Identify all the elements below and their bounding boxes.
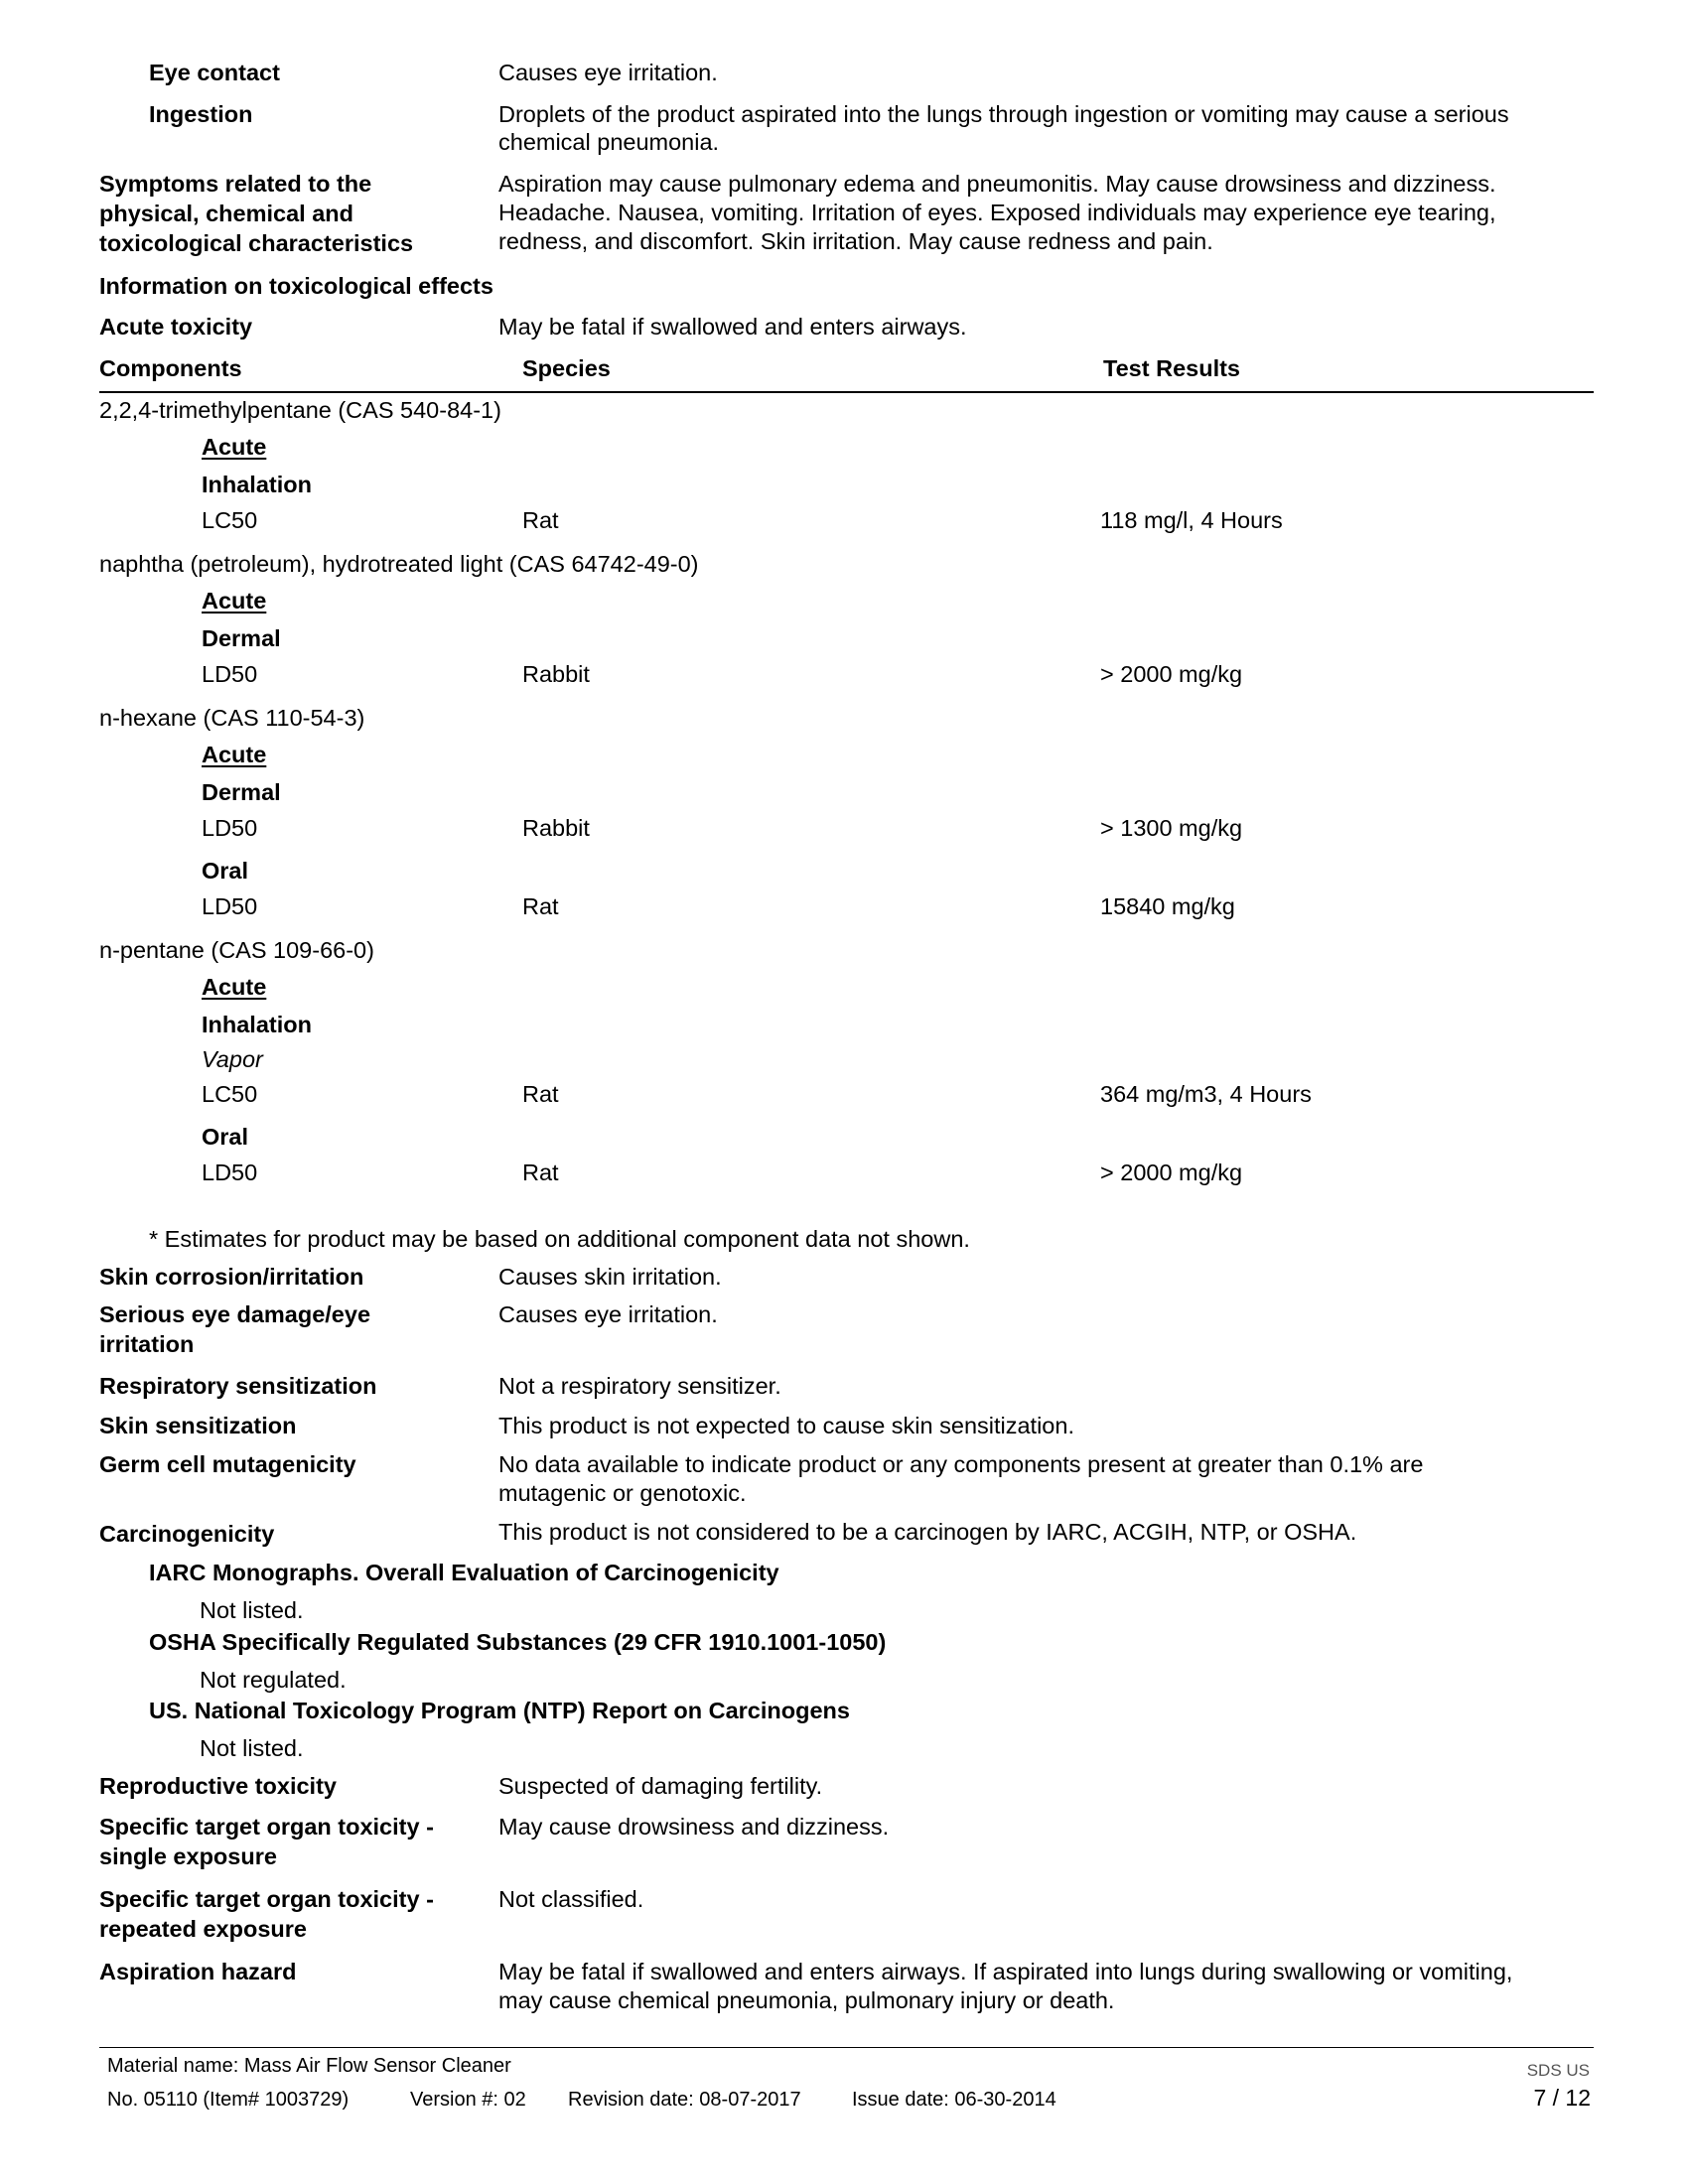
germ-cell-line-1: No data available to indicate product or any components present at greater than 0.1% are xyxy=(498,1451,1424,1477)
carcinogenicity-label: Carcinogenicity xyxy=(99,1521,275,1547)
reproductive-toxicity-label: Reproductive toxicity xyxy=(99,1773,337,1799)
eye-damage-text: Causes eye irritation. xyxy=(498,1301,718,1327)
osha-value: Not regulated. xyxy=(200,1667,347,1693)
symptoms-label-1: Symptoms related to the xyxy=(99,171,372,197)
component-name: 2,2,4-trimethylpentane (CAS 540-84-1) xyxy=(99,397,501,423)
ntp-value: Not listed. xyxy=(200,1735,304,1761)
test-type: LD50 xyxy=(202,1160,258,1185)
eye-damage-label-2: irritation xyxy=(99,1331,195,1357)
symptoms-line-2: Headache. Nausea, vomiting. Irritation of eyes. Exposed individuals may experience eye tearing, xyxy=(498,200,1496,225)
aspiration-hazard-label: Aspiration hazard xyxy=(99,1959,297,1984)
sds-region: SDS US xyxy=(1526,2061,1590,2080)
skin-corrosion-label: Skin corrosion/irritation xyxy=(99,1264,364,1290)
test-result: 118 mg/l, 4 Hours xyxy=(1100,507,1283,533)
respiratory-sensitization-text: Not a respiratory sensitizer. xyxy=(498,1373,781,1399)
aspiration-hazard-line-1: May be fatal if swallowed and enters airways. If aspirated into lungs during swallowing or vomiting, xyxy=(498,1959,1513,1984)
acute-subheading: Acute xyxy=(202,742,267,767)
respiratory-sensitization-label: Respiratory sensitization xyxy=(99,1373,377,1399)
test-result: > 2000 mg/kg xyxy=(1100,1160,1243,1185)
estimates-footnote: * Estimates for product may be based on additional component data not shown. xyxy=(149,1226,970,1252)
test-type: LD50 xyxy=(202,661,258,687)
components-header: Components xyxy=(99,355,242,381)
test-result: > 1300 mg/kg xyxy=(1100,815,1243,841)
test-type: LC50 xyxy=(202,1081,258,1107)
skin-sensitization-label: Skin sensitization xyxy=(99,1413,297,1438)
page-number: 7 / 12 xyxy=(1533,2085,1591,2111)
symptoms-label-2: physical, chemical and xyxy=(99,201,353,226)
item-number: No. 05110 (Item# 1003729) xyxy=(107,2089,350,2111)
test-result: 364 mg/m3, 4 Hours xyxy=(1100,1081,1312,1107)
exposure-route: Oral xyxy=(202,1124,249,1150)
symptoms-line-3: redness, and discomfort. Skin irritation. May cause redness and pain. xyxy=(498,228,1213,254)
exposure-route: Inhalation xyxy=(202,472,312,497)
test-type: LD50 xyxy=(202,893,258,919)
exposure-route: Oral xyxy=(202,858,249,884)
species-value: Rabbit xyxy=(522,815,590,841)
skin-corrosion-text: Causes skin irritation. xyxy=(498,1264,722,1290)
iarc-value: Not listed. xyxy=(200,1597,304,1623)
species-value: Rat xyxy=(522,507,559,533)
symptoms-label-3: toxicological characteristics xyxy=(99,230,414,256)
acute-subheading: Acute xyxy=(202,974,267,1000)
reproductive-toxicity-text: Suspected of damaging fertility. xyxy=(498,1773,823,1799)
revision-date: Revision date: 08-07-2017 xyxy=(568,2089,801,2111)
acute-toxicity-text: May be fatal if swallowed and enters airways. xyxy=(498,314,967,340)
exposure-route: Dermal xyxy=(202,779,281,805)
species-value: Rat xyxy=(522,1160,559,1185)
eye-contact-text: Causes eye irritation. xyxy=(498,60,718,85)
stot-repeat-text: Not classified. xyxy=(498,1886,644,1912)
test-results-header: Test Results xyxy=(1103,355,1240,381)
version-number: Version #: 02 xyxy=(410,2089,526,2111)
osha-heading: OSHA Specifically Regulated Substances (29 CFR 1910.1001-1050) xyxy=(149,1629,887,1655)
stot-repeat-label-1: Specific target organ toxicity - xyxy=(99,1886,434,1912)
species-header: Species xyxy=(522,355,611,381)
acute-toxicity-label: Acute toxicity xyxy=(99,314,253,340)
eye-damage-label-1: Serious eye damage/eye xyxy=(99,1301,371,1327)
germ-cell-line-2: mutagenic or genotoxic. xyxy=(498,1480,747,1506)
test-type: LD50 xyxy=(202,815,258,841)
test-result: > 2000 mg/kg xyxy=(1100,661,1243,687)
ingestion-line-1: Droplets of the product aspirated into the lungs through ingestion or vomiting may cause a serious xyxy=(498,101,1509,127)
species-value: Rat xyxy=(522,893,559,919)
table-header-rule xyxy=(99,391,1594,393)
ntp-heading: US. National Toxicology Program (NTP) Report on Carcinogens xyxy=(149,1698,850,1723)
stot-single-label-1: Specific target organ toxicity - xyxy=(99,1814,434,1840)
aspiration-hazard-line-2: may cause chemical pneumonia, pulmonary injury or death. xyxy=(498,1987,1115,2013)
stot-single-text: May cause drowsiness and dizziness. xyxy=(498,1814,890,1840)
component-name: naphtha (petroleum), hydrotreated light (CAS 64742-49-0) xyxy=(99,551,699,577)
issue-date: Issue date: 06-30-2014 xyxy=(852,2089,1056,2111)
footer-rule xyxy=(99,2047,1594,2048)
species-value: Rabbit xyxy=(522,661,590,687)
skin-sensitization-text: This product is not expected to cause skin sensitization. xyxy=(498,1413,1074,1438)
exposure-route: Dermal xyxy=(202,625,281,651)
iarc-heading: IARC Monographs. Overall Evaluation of Carcinogenicity xyxy=(149,1560,779,1585)
germ-cell-label: Germ cell mutagenicity xyxy=(99,1451,356,1477)
component-name: n-hexane (CAS 110-54-3) xyxy=(99,705,365,731)
acute-subheading: Acute xyxy=(202,588,267,614)
acute-subheading: Acute xyxy=(202,434,267,460)
eye-contact-label: Eye contact xyxy=(149,60,280,85)
exposure-route: Inhalation xyxy=(202,1012,312,1037)
ingestion-label: Ingestion xyxy=(149,101,253,127)
exposure-form: Vapor xyxy=(202,1046,263,1072)
material-name: Material name: Mass Air Flow Sensor Cleaner xyxy=(107,2055,511,2077)
test-result: 15840 mg/kg xyxy=(1100,893,1235,919)
stot-single-label-2: single exposure xyxy=(99,1843,277,1869)
component-name: n-pentane (CAS 109-66-0) xyxy=(99,937,374,963)
species-value: Rat xyxy=(522,1081,559,1107)
ingestion-line-2: chemical pneumonia. xyxy=(498,129,720,155)
carcinogenicity-text: This product is not considered to be a carcinogen by IARC, ACGIH, NTP, or OSHA. xyxy=(498,1519,1357,1545)
symptoms-line-1: Aspiration may cause pulmonary edema and pneumonitis. May cause drowsiness and dizziness. xyxy=(498,171,1496,197)
test-type: LC50 xyxy=(202,507,258,533)
stot-repeat-label-2: repeated exposure xyxy=(99,1916,307,1942)
toxicological-effects-heading: Information on toxicological effects xyxy=(99,273,493,299)
